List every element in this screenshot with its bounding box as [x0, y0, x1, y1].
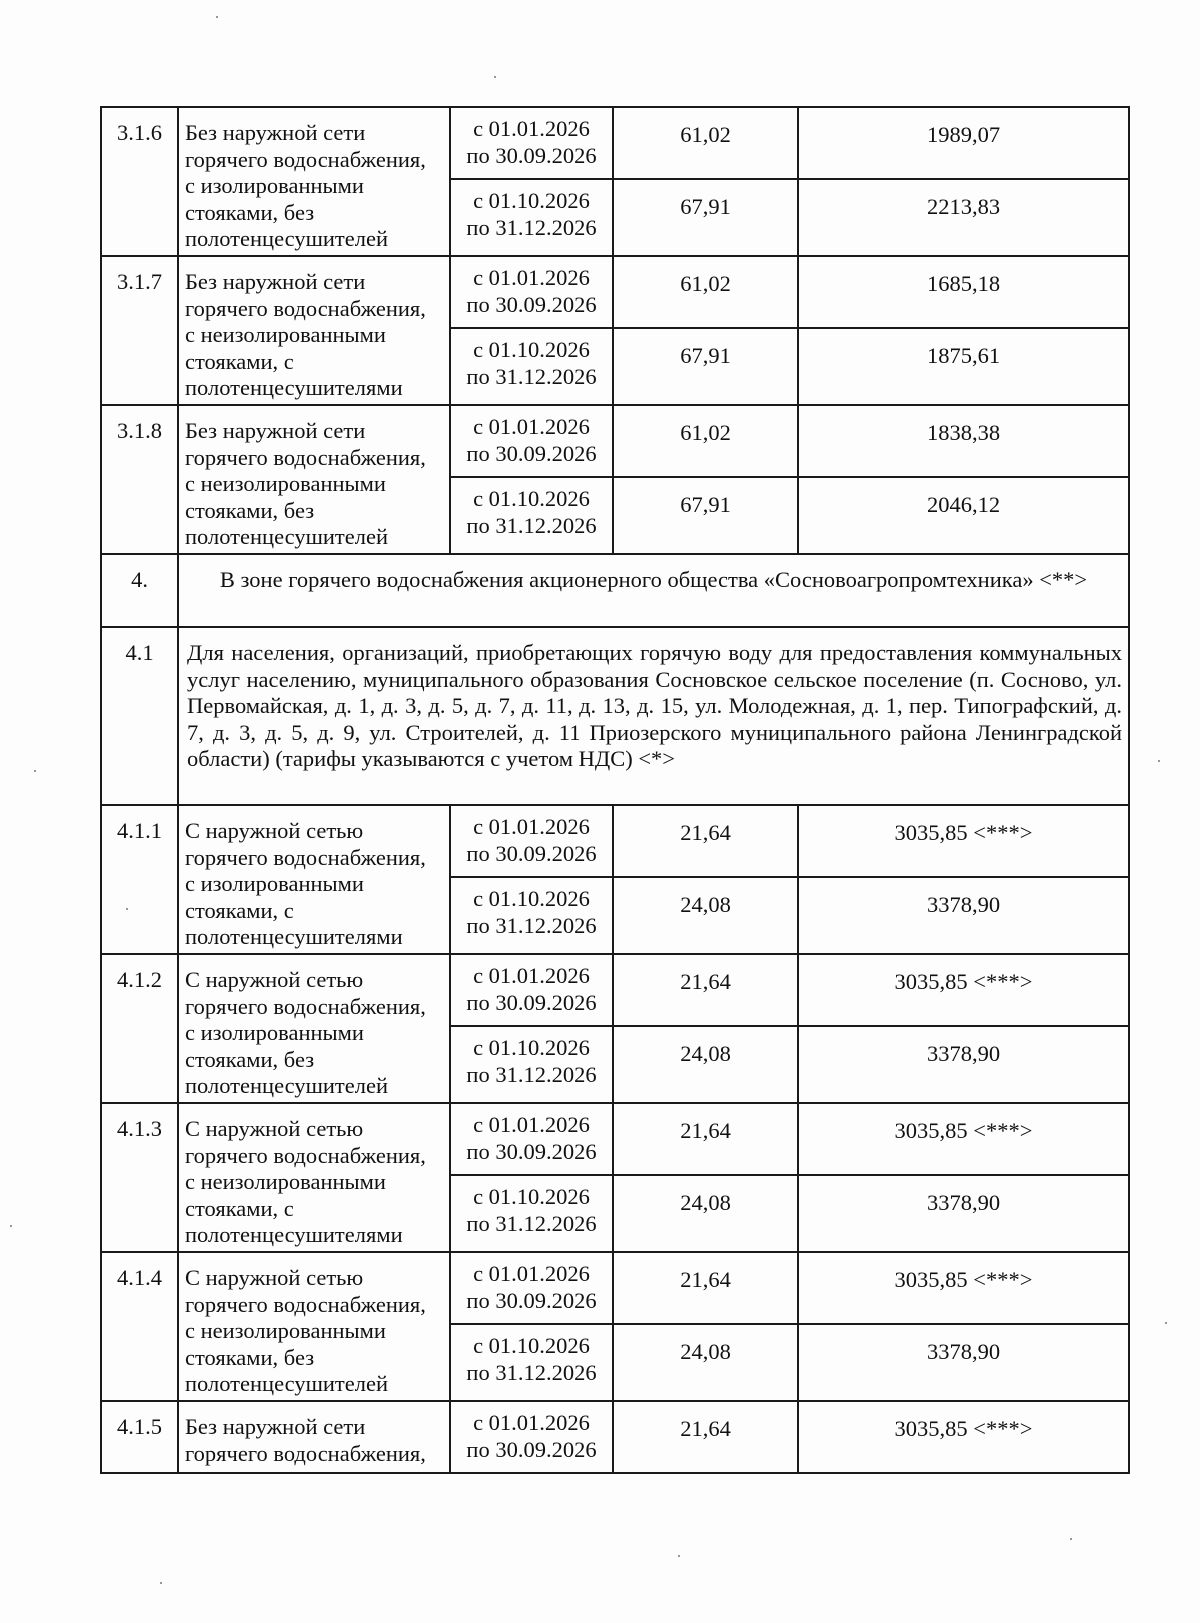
row-description: Без наружной сети горячего водоснабжения, с неизолированными стояками, с полотенцесушителями	[178, 256, 450, 405]
period-cell: с 01.01.2026 по 30.09.2026	[450, 805, 613, 877]
value-a-cell: 61,02	[613, 107, 798, 179]
value-a-cell: 21,64	[613, 805, 798, 877]
value-b-cell: 1875,61	[798, 328, 1129, 405]
value-b-cell: 2213,83	[798, 179, 1129, 256]
row-number: 4.1.3	[101, 1103, 178, 1252]
value-b-cell: 3378,90	[798, 1026, 1129, 1103]
period-cell: с 01.10.2026 по 31.12.2026	[450, 1026, 613, 1103]
value-b-cell: 3378,90	[798, 1175, 1129, 1252]
period-cell: с 01.01.2026 по 30.09.2026	[450, 1252, 613, 1324]
row-description: Без наружной сети горячего водоснабжения, с неизолированными стояками, без полотенцесушителей	[178, 405, 450, 554]
section-number: 4.1	[101, 627, 178, 805]
value-b-cell: 3035,85 <***>	[798, 1103, 1129, 1175]
period-cell: с 01.01.2026 по 30.09.2026	[450, 256, 613, 328]
value-a-cell: 21,64	[613, 954, 798, 1026]
period-cell: с 01.01.2026 по 30.09.2026	[450, 954, 613, 1026]
table-row	[101, 405, 1129, 477]
period-cell: с 01.10.2026 по 31.12.2026	[450, 1324, 613, 1401]
period-cell: с 01.10.2026 по 31.12.2026	[450, 179, 613, 256]
scan-speck	[10, 1225, 12, 1227]
value-b-cell: 3378,90	[798, 877, 1129, 954]
value-a-cell: 21,64	[613, 1252, 798, 1324]
row-description: С наружной сетью горячего водоснабжения, с изолированными стояками, без полотенцесушителей	[178, 954, 450, 1103]
row-description: Без наружной сети горячего водоснабжения, с изолированными стояками, без полотенцесушителей	[178, 107, 450, 256]
value-b-cell: 3378,90	[798, 1324, 1129, 1401]
scan-speck	[160, 1582, 162, 1584]
section-description: Для населения, организаций, приобретающих горячую воду для предоставления коммунальных услуг населению, муниципального образования Сосновское сельское поселение (п. Сосново, ул. Первомайская, д. 1, д. 3, д. 5, д. 7, д. 11, д. 13, д. 15, ул. Молодежная, д. 1, пер. Типографский, д. 7, д. 3, д. 5, д. 9, ул. Строителей, д. 11 Приозерского муниципального района Ленинградской области) (тарифы указываются с учетом НДС) <*>	[178, 627, 1129, 805]
value-a-cell: 21,64	[613, 1401, 798, 1473]
row-number: 3.1.6	[101, 107, 178, 256]
period-cell: с 01.10.2026 по 31.12.2026	[450, 877, 613, 954]
period-cell: с 01.01.2026 по 30.09.2026	[450, 1401, 613, 1473]
scan-speck	[1070, 1538, 1072, 1540]
table-row	[101, 1252, 1129, 1324]
value-b-cell: 1989,07	[798, 107, 1129, 179]
value-b-cell: 3035,85 <***>	[798, 954, 1129, 1026]
table-row	[101, 1103, 1129, 1175]
value-a-cell: 61,02	[613, 405, 798, 477]
period-cell: с 01.10.2026 по 31.12.2026	[450, 328, 613, 405]
row-number: 4.1.1	[101, 805, 178, 954]
value-b-cell: 3035,85 <***>	[798, 1252, 1129, 1324]
row-description: С наружной сетью горячего водоснабжения, с неизолированными стояками, без полотенцесушителей	[178, 1252, 450, 1401]
period-cell: с 01.01.2026 по 30.09.2026	[450, 1103, 613, 1175]
value-b-cell: 2046,12	[798, 477, 1129, 554]
row-description: С наружной сетью горячего водоснабжения, с изолированными стояками, с полотенцесушителями	[178, 805, 450, 954]
table-row	[101, 1401, 1129, 1473]
table-row	[101, 954, 1129, 1026]
row-number: 4.1.2	[101, 954, 178, 1103]
value-b-cell: 3035,85 <***>	[798, 1401, 1129, 1473]
scan-speck	[1165, 1322, 1167, 1324]
scan-speck	[1158, 760, 1160, 762]
value-a-cell: 67,91	[613, 179, 798, 256]
period-cell: с 01.01.2026 по 30.09.2026	[450, 107, 613, 179]
value-a-cell: 61,02	[613, 256, 798, 328]
table-row	[101, 107, 1129, 179]
scan-speck	[34, 770, 36, 772]
row-number: 3.1.8	[101, 405, 178, 554]
period-cell: с 01.10.2026 по 31.12.2026	[450, 1175, 613, 1252]
table-row	[101, 256, 1129, 328]
value-b-cell: 1838,38	[798, 405, 1129, 477]
row-number: 3.1.7	[101, 256, 178, 405]
row-description: С наружной сетью горячего водоснабжения, с неизолированными стояками, с полотенцесушителями	[178, 1103, 450, 1252]
scan-speck	[494, 76, 496, 78]
period-cell: с 01.01.2026 по 30.09.2026	[450, 405, 613, 477]
value-a-cell: 67,91	[613, 328, 798, 405]
table-row	[101, 805, 1129, 877]
section-number: 4.	[101, 554, 178, 627]
section-title: В зоне горячего водоснабжения акционерного общества «Сосновоагропромтехника» <**>	[178, 554, 1129, 627]
section-row	[101, 554, 1129, 627]
section-row	[101, 627, 1129, 805]
row-description: Без наружной сети горячего водоснабжения,	[178, 1401, 450, 1473]
value-a-cell: 24,08	[613, 1324, 798, 1401]
row-number: 4.1.5	[101, 1401, 178, 1473]
value-b-cell: 1685,18	[798, 256, 1129, 328]
value-a-cell: 24,08	[613, 1026, 798, 1103]
row-number: 4.1.4	[101, 1252, 178, 1401]
scan-speck	[678, 1555, 680, 1557]
period-cell: с 01.10.2026 по 31.12.2026	[450, 477, 613, 554]
scan-speck	[126, 908, 128, 910]
scan-speck	[216, 16, 218, 18]
value-b-cell: 3035,85 <***>	[798, 805, 1129, 877]
value-a-cell: 24,08	[613, 877, 798, 954]
tariff-table	[100, 106, 1130, 1474]
value-a-cell: 21,64	[613, 1103, 798, 1175]
value-a-cell: 67,91	[613, 477, 798, 554]
value-a-cell: 24,08	[613, 1175, 798, 1252]
